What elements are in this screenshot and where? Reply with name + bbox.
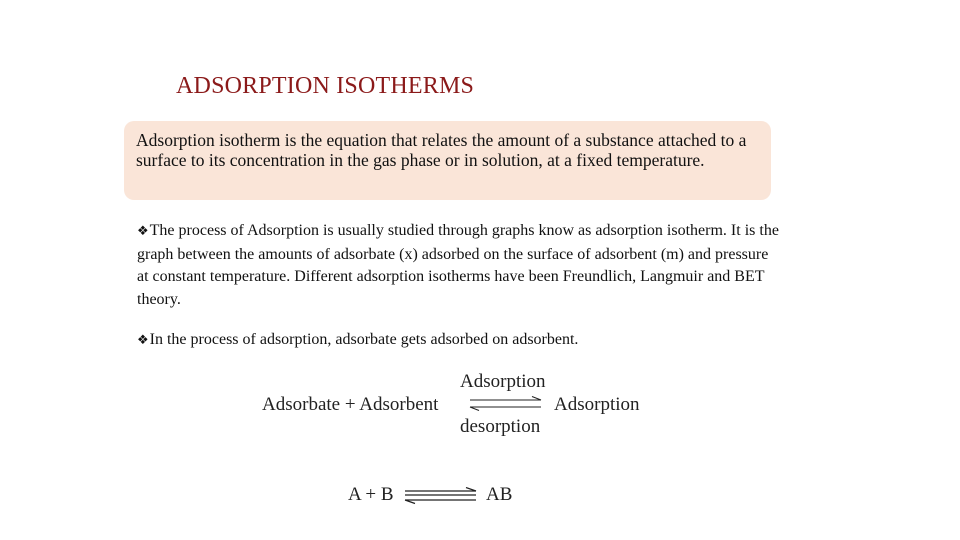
page-title: ADSORPTION ISOTHERMS <box>176 73 475 99</box>
equation2-product: AB <box>486 484 513 505</box>
equilibrium-arrow-icon <box>403 487 479 505</box>
equilibrium-arrow-icon <box>468 396 544 412</box>
equation1-product: Adsorption <box>554 394 640 415</box>
diamond-bullet-icon: ❖ <box>137 333 149 348</box>
equation2-reactants: A + B <box>348 484 394 505</box>
bullet-paragraph-adsorbate <box>137 329 782 353</box>
bullet-text: The process of Adsorption is usually studied through graphs know as adsorption isotherm. It is the graph between the amounts of adsorbate (x) adsorbed on the surface of adsorbent (m) and pressure at constant temperature. Different adsorption isotherms have been Freundlich, Langmuir and BET theory. <box>137 222 779 308</box>
bullet-text: In the process of adsorption, adsorbate gets adsorbed on adsorbent. <box>149 331 579 348</box>
definition-box <box>124 121 771 200</box>
equation1-backward-label: desorption <box>460 416 541 437</box>
equation1-reactants: Adsorbate + Adsorbent <box>262 394 439 415</box>
bullet-paragraph-process <box>137 220 782 311</box>
diamond-bullet-icon: ❖ <box>137 224 149 239</box>
equation1-forward-label: Adsorption <box>460 371 546 392</box>
definition-text: Adsorption isotherm is the equation that relates the amount of a substance attached to a surface to its concentration in the gas phase or in solution, at a fixed temperature. <box>136 130 747 170</box>
